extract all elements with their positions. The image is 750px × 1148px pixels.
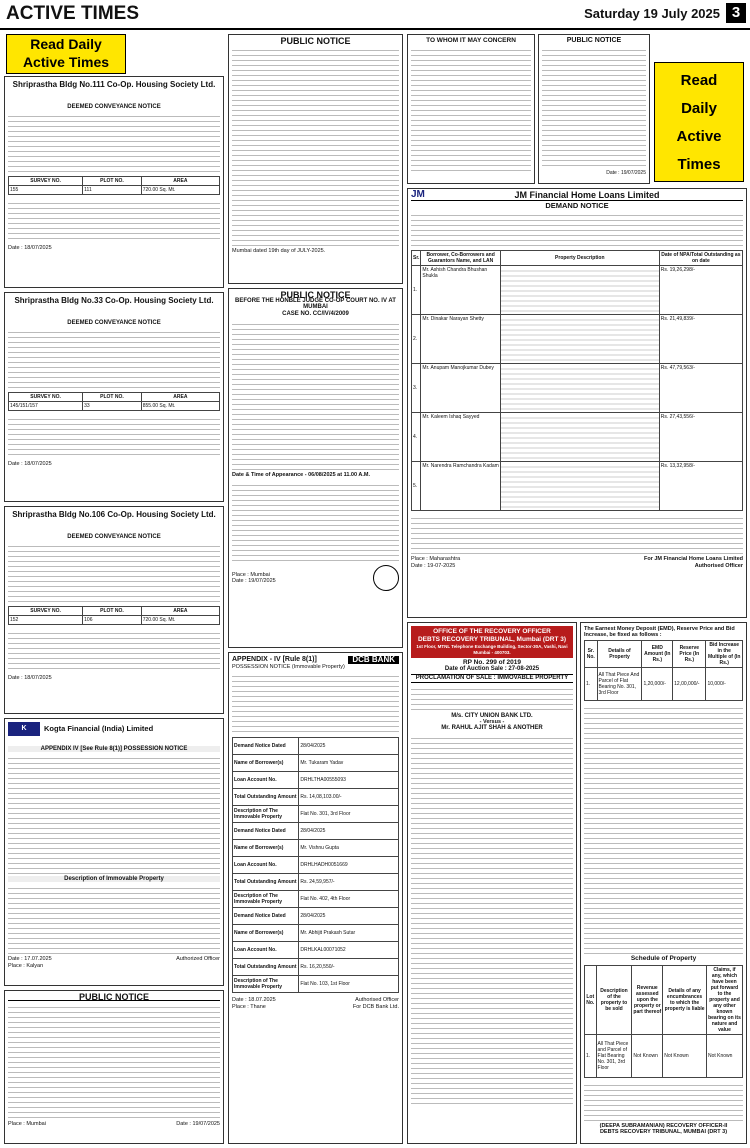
debtor-name: Mr. RAHUL AJIT SHAH & ANOTHER	[441, 725, 543, 732]
table-row	[233, 840, 399, 857]
society-name: Shriprastha Bldg No.111 Co-Op. Housing Society Ltd.	[12, 80, 216, 89]
banner-line: Daily	[681, 100, 717, 117]
col-plot: PLOT NO.	[83, 607, 142, 616]
property-description	[500, 364, 659, 413]
outstanding-amount: Rs. 21,49,839/-	[659, 315, 742, 364]
read-daily-banner	[6, 34, 126, 74]
deemed-conveyance-notice-106	[4, 506, 224, 714]
row-label: Total Outstanding Amount	[233, 959, 299, 976]
col-plot: PLOT NO.	[83, 393, 142, 402]
row-label: Name of Borrower(s)	[233, 840, 299, 857]
row-value: Mr. Abhijit Prakash Sutar	[299, 925, 399, 942]
notice-date: Date : 19/07/2025	[606, 170, 646, 177]
page-header	[0, 0, 750, 30]
row-value: 28/04/2025	[299, 823, 399, 840]
row-label: Total Outstanding Amount	[233, 789, 299, 806]
emd-and-schedule	[580, 622, 747, 1144]
row-label: Loan Account No.	[233, 772, 299, 789]
public-notice-left	[4, 990, 224, 1144]
outstanding-amount: Rs. 13,32,958/-	[659, 462, 742, 511]
row-value: 28/04/2025	[299, 908, 399, 925]
court-subtitle: BEFORE THE HONBLE JUDGE CO-OP COURT NO. IV AT MUMBAI	[235, 298, 396, 311]
appearance-date: Date & Time of Appearance - 06/08/2025 at 11.00 A.M.	[232, 471, 370, 478]
court-public-notice	[228, 288, 403, 648]
column-header: Sr.	[412, 251, 421, 266]
banner-line: Read Daily	[30, 36, 102, 52]
row-value: Mr. Vishnu Gupta	[299, 840, 399, 857]
drt-signatory2: DEBTS RECOVERY TRIBUNAL, MUMBAI (DRT 3)	[599, 1128, 728, 1135]
notice-subtitle: DEEMED CONVEYANCE NOTICE	[67, 104, 161, 110]
table-row	[233, 738, 399, 755]
emd-table	[584, 640, 743, 701]
notice-title: PUBLIC NOTICE	[280, 36, 351, 46]
outstanding-amount: Rs. 27,43,556/-	[659, 413, 742, 462]
row-value: Flat No. 301, 3rd Floor	[299, 806, 399, 823]
notice-title: PUBLIC NOTICE	[280, 290, 351, 300]
area: 720.00 Sq. Mt.	[141, 186, 219, 195]
outstanding-amount: Rs. 19,26,298/-	[659, 266, 742, 315]
jm-borrower-table	[411, 250, 743, 511]
property-table	[8, 176, 220, 195]
dcb-date: Date : 18.07.2025	[232, 997, 276, 1004]
jm-signatory: For JM Financial Home Loans Limited	[643, 556, 743, 563]
notice-date: Mumbai dated 19th day of JULY-2025.	[232, 248, 326, 255]
row-label: Total Outstanding Amount	[233, 874, 299, 891]
outstanding-amount: Rs. 47,79,563/-	[659, 364, 742, 413]
bid-increase: 10,000/-	[706, 668, 743, 701]
row-value: DRHLTHA00555093	[299, 772, 399, 789]
section-title: ACTIVE TIMES	[6, 3, 140, 24]
dcb-signatory: Authorised Officer	[355, 997, 399, 1004]
borrower-name: Mr. Dinakar Narayan Shetty	[421, 315, 500, 364]
row-label: Description of The Immovable Property	[233, 976, 299, 993]
notice-date: Date : 18/07/2025	[8, 461, 52, 468]
row-value: DRHLKAL00071052	[299, 942, 399, 959]
kogta-signatory: Authorized Officer	[176, 956, 220, 963]
column-header: Details of any encumbrances to which the property is liable	[663, 965, 707, 1034]
jm-logo: JM	[411, 189, 425, 200]
column-header: Lot No.	[585, 965, 597, 1034]
notice-date: Date : 18/07/2025	[8, 675, 52, 682]
col-area: AREA	[141, 393, 219, 402]
drt-signatory: (DEEPA SUBRAMANIAN) RECOVERY OFFICER-II	[599, 1122, 728, 1129]
column-header: EMD Amount (In Rs.)	[642, 641, 673, 668]
read-daily-banner-right	[654, 62, 744, 182]
notice-date: Date : 18/07/2025	[8, 245, 52, 252]
property-table	[8, 606, 220, 625]
borrower-name: Mr. Anupam Manojkumar Dubey	[421, 364, 500, 413]
table-row	[412, 462, 743, 511]
table-row	[233, 891, 399, 908]
notice-date: Date : 19/07/2025	[176, 1121, 220, 1128]
jm-subtitle: DEMAND NOTICE	[545, 201, 609, 211]
kogta-date: Date : 17.07.2025	[8, 956, 52, 963]
revenue: Not Known	[632, 1034, 663, 1077]
notice-subtitle: DEEMED CONVEYANCE NOTICE	[67, 534, 161, 540]
borrower-name: Mr. Kaleem Ishaq Sayyed	[421, 413, 500, 462]
bank-name: M/s. CITY UNION BANK LTD.	[451, 712, 533, 719]
dcb-place: Place : Thane	[232, 1003, 266, 1010]
reserve-price: 12,00,000/-	[673, 668, 706, 701]
row-label: Loan Account No.	[233, 857, 299, 874]
schedule-table	[584, 965, 743, 1078]
kogta-desc-heading: Description of Immovable Property	[8, 876, 220, 882]
society-name: Shriprastha Bldg No.106 Co-Op. Housing Society Ltd.	[12, 510, 216, 519]
table-row	[585, 1034, 743, 1077]
notice-place: Place : Mumbai	[8, 1121, 46, 1128]
table-row	[233, 772, 399, 789]
page-number: 3	[726, 3, 746, 23]
table-row	[233, 806, 399, 823]
emd-title: The Earnest Money Deposit (EMD), Reserve Price and Bid Increase, be fixed as follows :	[584, 626, 735, 639]
survey-no: 155	[9, 186, 83, 195]
row-value: Rs. 16,20,550/-	[299, 959, 399, 976]
deemed-conveyance-notice-111	[4, 76, 224, 288]
borrower-name: Mr. Ashish Chandra Bhushan Shukla	[421, 266, 500, 315]
column-header: Borrower, Co-Borrowers and Guarantors Name, and LAN	[421, 251, 500, 266]
column-header: Description of the property to be sold	[596, 965, 632, 1034]
row-label: Name of Borrower(s)	[233, 755, 299, 772]
table-row	[412, 266, 743, 315]
kogta-place: Place : Kalyan	[8, 962, 44, 969]
drt-title2: DEBTS RECOVERY TRIBUNAL, Mumbai (DRT 3)	[417, 636, 567, 643]
survey-no: 145/151/157	[9, 402, 83, 411]
col-plot: PLOT NO.	[83, 177, 142, 186]
drt-sale-proclamation	[407, 622, 577, 1144]
notice-title: TO WHOM IT MAY CONCERN	[426, 37, 516, 44]
col-area: AREA	[141, 177, 219, 186]
column-header: Reserve Price (In Rs.)	[673, 641, 706, 668]
jm-place: Place : Maharashtra	[411, 556, 461, 563]
table-row	[233, 976, 399, 993]
public-notice-top-right	[538, 34, 650, 184]
plot-no: 106	[83, 616, 142, 625]
row-value: Flat No. 402, 4th Floor	[299, 891, 399, 908]
encumbrances: Not Known	[663, 1034, 707, 1077]
banner-line: Active Times	[22, 54, 110, 70]
table-row	[233, 874, 399, 891]
dcb-title: APPENDIX - IV [Rule 8(1)]	[232, 656, 317, 663]
notice-date: Date : 19/07/2025	[232, 578, 276, 585]
property: All That Piece And Parcel of Flat Bearing No. 301, 3rd Floor	[597, 668, 642, 701]
row-value: Rs. 24,59,957/-	[299, 874, 399, 891]
column-header: Revenue assessed upon the property or part thereof	[632, 965, 663, 1034]
column-header: Property Description	[500, 251, 659, 266]
col-area: AREA	[141, 607, 219, 616]
versus: - Versus -	[479, 718, 505, 725]
table-row	[233, 755, 399, 772]
claims: Not Known	[706, 1034, 742, 1077]
table-row	[233, 959, 399, 976]
property-description	[500, 462, 659, 511]
property-description	[500, 413, 659, 462]
col-survey: SURVEY NO.	[9, 177, 83, 186]
col-survey: SURVEY NO.	[9, 393, 83, 402]
notice-title: PUBLIC NOTICE	[8, 994, 220, 1001]
column-header: Claims, if any, which have been put forward to the property and any other known bearing on its nature and value	[708, 966, 741, 1033]
row-label: Description of The Immovable Property	[233, 806, 299, 823]
dcb-possession-notice	[228, 652, 403, 1144]
table-row	[233, 925, 399, 942]
table-row	[233, 908, 399, 925]
table-row	[233, 823, 399, 840]
plot-no: 111	[83, 186, 142, 195]
area: 855.00 Sq. Mt.	[141, 402, 219, 411]
notice-place: Place : Mumbai	[232, 571, 270, 578]
jm-signatory2: Authorised Officer	[694, 562, 743, 569]
row-value: DRHLHADH0051669	[299, 857, 399, 874]
table-row	[233, 789, 399, 806]
row-value: 28/04/2025	[299, 738, 399, 755]
deemed-conveyance-notice-33	[4, 292, 224, 502]
sr-no: 4.	[412, 413, 421, 462]
row-label: Demand Notice Dated	[233, 823, 299, 840]
survey-no: 152	[9, 616, 83, 625]
court-seal-icon	[373, 565, 399, 591]
kogta-subtitle: APPENDIX IV [See Rule 8(1)] POSSESSION NOTICE	[8, 746, 220, 752]
sr-no: 3.	[412, 364, 421, 413]
table-row	[412, 315, 743, 364]
column-header: Bid Increase in the Multiple of (In Rs.)	[706, 641, 743, 668]
property-table	[8, 392, 220, 411]
banner-line: Read	[680, 72, 718, 89]
public-notice-center	[228, 34, 403, 284]
area: 720.00 Sq. Mt.	[141, 616, 219, 625]
table-row	[412, 413, 743, 462]
table-row	[233, 857, 399, 874]
row-label: Demand Notice Dated	[233, 738, 299, 755]
column-header: Sr. No.	[585, 641, 598, 668]
kogta-logo: K	[8, 722, 40, 736]
row-label: Demand Notice Dated	[233, 908, 299, 925]
row-value: Rs. 14,08,103.00/-	[299, 789, 399, 806]
schedule-title: Schedule of Property	[630, 955, 697, 963]
column-header: Details of Property	[597, 641, 642, 668]
kogta-possession-notice	[4, 718, 224, 986]
dcb-signatory2: For DCB Bank Ltd.	[352, 1003, 399, 1010]
jm-name: JM Financial Home Loans Limited	[514, 190, 660, 200]
sr-no: 5.	[412, 462, 421, 511]
row-value: Flat No. 103, 1st Floor	[299, 976, 399, 993]
jm-date: Date : 19-07-2025	[411, 562, 456, 569]
sr-no: 1.	[412, 266, 421, 315]
drt-title: OFFICE OF THE RECOVERY OFFICER	[433, 628, 551, 635]
case-number: CASE NO. CC/IV/4/2009	[282, 310, 349, 317]
drt-address: 1st Floor, MTNL Telephone Exchange Building, Sector-30A, Vashi, Navi Mumbai - 400703.	[416, 644, 568, 655]
society-name: Shriprastha Bldg No.33 Co-Op. Housing Society Ltd.	[14, 296, 214, 305]
lot-no: 1.	[585, 1034, 597, 1077]
banner-line: Times	[677, 156, 721, 173]
borrower-name: Mr. Narendra Ramchandra Kadam	[421, 462, 500, 511]
sr-no: 1.	[585, 668, 598, 701]
proclamation-heading: PROCLAMATION OF SALE : IMMOVABLE PROPERTY	[411, 674, 573, 682]
dcb-subtitle: POSSESSION NOTICE (Immovable Property)	[232, 664, 345, 671]
kogta-title: Kogta Financial (India) Limited	[44, 723, 154, 733]
column-header: Date of NPA/Total Outstanding as on date	[659, 251, 742, 266]
plot-no: 33	[83, 402, 142, 411]
notice-subtitle: DEEMED CONVEYANCE NOTICE	[67, 320, 161, 326]
dcb-loan-table	[232, 737, 399, 993]
jm-demand-notice	[407, 188, 747, 618]
col-survey: SURVEY NO.	[9, 607, 83, 616]
rp-number: RP No. 299 of 2019	[462, 659, 522, 666]
dcb-logo: DCB BANK	[348, 656, 399, 664]
notice-title: PUBLIC NOTICE	[566, 37, 622, 44]
row-label: Description of The Immovable Property	[233, 891, 299, 908]
issue-date: Saturday 19 July 2025	[584, 6, 720, 21]
description: All That Piece and Parcel of Flat Bearing No. 301, 3rd Floor	[596, 1034, 632, 1077]
property-description	[500, 266, 659, 315]
sr-no: 2.	[412, 315, 421, 364]
auction-date: Date of Auction Sale : 27-08-2025	[444, 666, 540, 673]
table-row	[412, 364, 743, 413]
row-label: Name of Borrower(s)	[233, 925, 299, 942]
table-row	[585, 668, 743, 701]
table-row	[233, 942, 399, 959]
row-label: Loan Account No.	[233, 942, 299, 959]
to-whom-notice	[407, 34, 535, 184]
banner-line: Active	[676, 128, 722, 145]
property-description	[500, 315, 659, 364]
row-value: Mr. Tukaram Yadav	[299, 755, 399, 772]
emd-amount: 1,20,000/-	[642, 668, 673, 701]
